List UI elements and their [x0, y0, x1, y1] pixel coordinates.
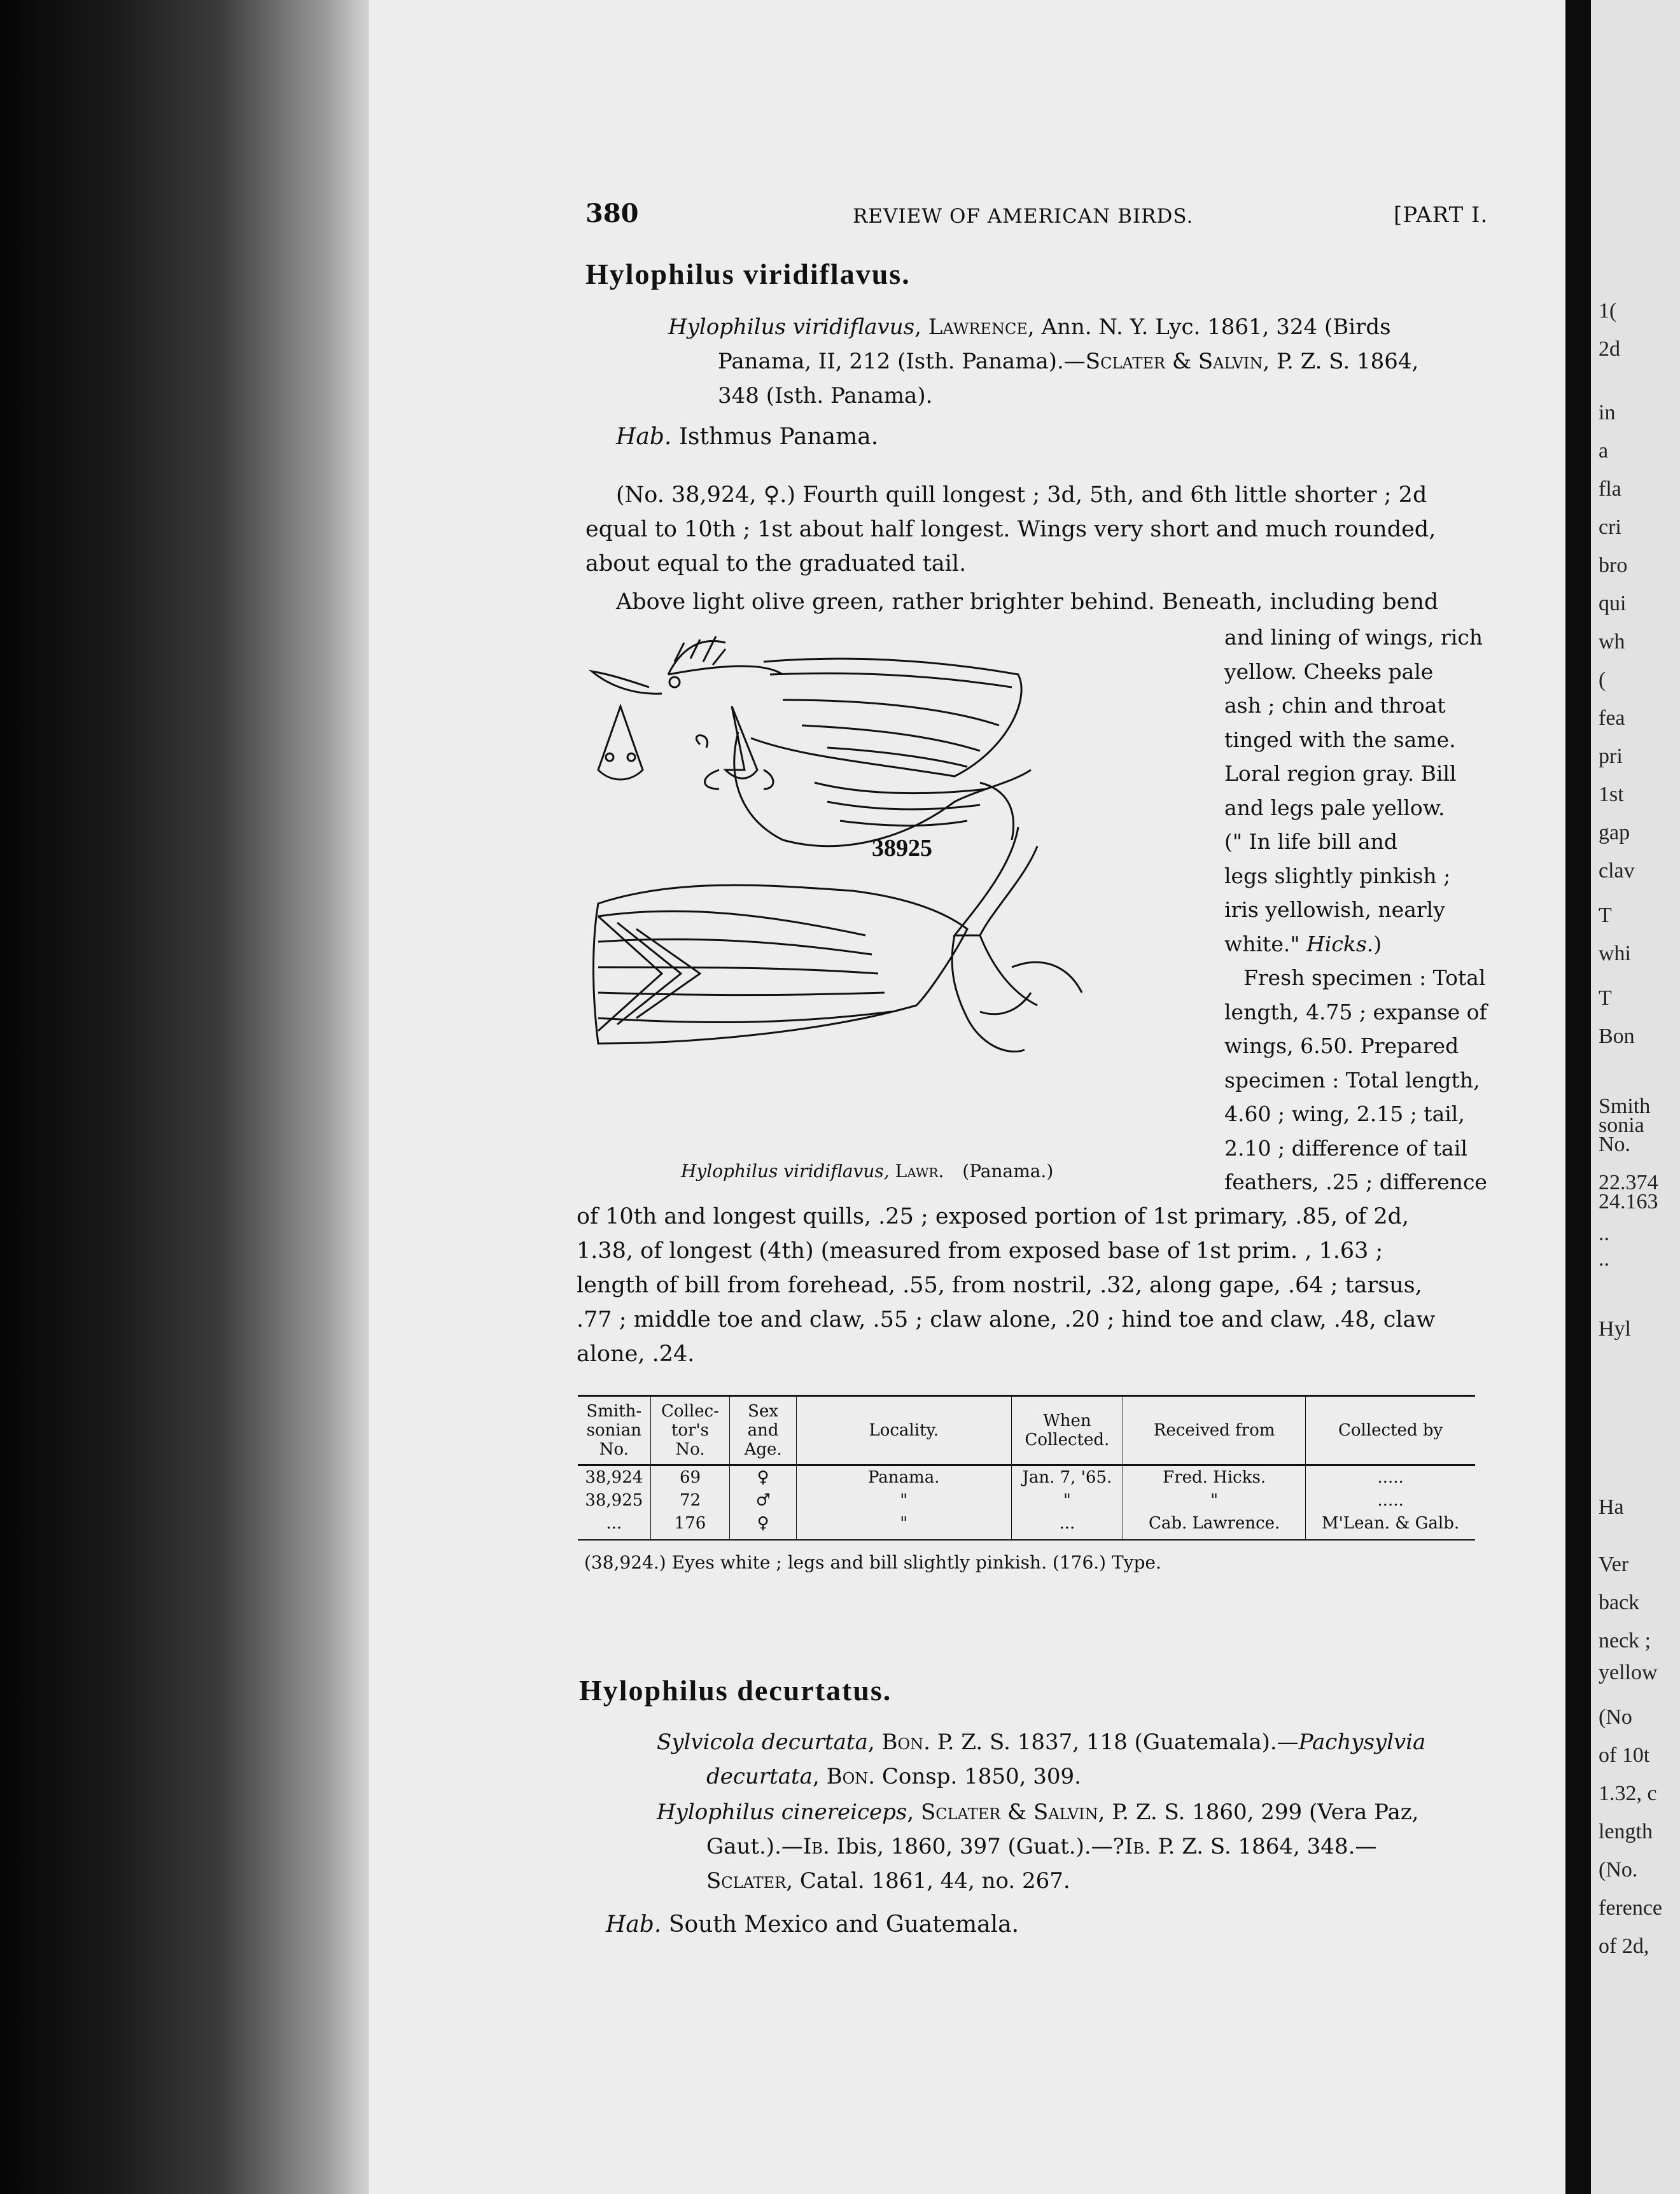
- synonymy-line: [718, 347, 1418, 375]
- description-line: (No. 38,924, ♀.) Fourth quill longest ; 3d, 5th, and 6th little shorter ; 2d: [616, 482, 1427, 508]
- facing-page-text: (No: [1599, 1705, 1632, 1729]
- habitat-text: Isthmus Panama.: [678, 424, 879, 450]
- table-header-cell: When Collected.: [1011, 1396, 1123, 1465]
- table-cell: ...: [578, 1512, 650, 1540]
- facing-page-text: 1st: [1599, 783, 1624, 806]
- facing-page-text: sonia: [1599, 1114, 1644, 1137]
- description-line: and lining of wings, rich: [1224, 625, 1483, 650]
- synonymy-fragment: Sclater & Salvin: [920, 1799, 1098, 1825]
- specimen-number-label: 38925: [872, 835, 932, 862]
- synonymy-fragment: Hylophilus viridiflavus: [668, 314, 915, 340]
- description-line: length, 4.75 ; expanse of: [1224, 999, 1487, 1024]
- species-title: Hylophilus viridiflavus.: [585, 258, 911, 290]
- description-line: Fresh specimen : Total: [1243, 965, 1486, 990]
- synonymy-line: [718, 382, 932, 410]
- facing-page-text: Ver: [1599, 1553, 1629, 1576]
- book-binding-edge: [0, 0, 369, 2194]
- synonymy-fragment: ,: [914, 314, 928, 340]
- figure-caption-author: Lawr.: [895, 1161, 944, 1182]
- facing-page-text: ..: [1599, 1247, 1609, 1271]
- description-line: feathers, .25 ; difference: [1224, 1170, 1487, 1194]
- habitat-line: [616, 424, 878, 450]
- synonymy-fragment: ,: [867, 1729, 882, 1755]
- facing-page-text: 1.32, c: [1599, 1782, 1657, 1805]
- table-header-cell: Smith- sonian No.: [578, 1396, 650, 1465]
- facing-page-text: No.: [1599, 1133, 1631, 1156]
- synonymy-fragment: , Ann. N. Y. Lyc. 1861, 324 (Birds: [1027, 314, 1391, 340]
- synonymy-fragment: P. Z. S. 1864, 348.—: [1151, 1834, 1377, 1859]
- facing-page-text: (No.: [1599, 1858, 1638, 1882]
- figure-caption: [681, 1161, 1053, 1182]
- facing-page-text: in: [1599, 401, 1616, 424]
- description-line: 4.60 ; wing, 2.15 ; tail,: [1224, 1101, 1465, 1126]
- facing-page-text: wh: [1599, 630, 1625, 653]
- specimen-table: [578, 1395, 1475, 1541]
- facing-page-text: neck ;: [1599, 1629, 1651, 1652]
- facing-page-text: length: [1599, 1820, 1653, 1843]
- synonymy-fragment: , Catal. 1861, 44, no. 267.: [786, 1868, 1070, 1894]
- habitat-text-2: South Mexico and Guatemala.: [668, 1911, 1019, 1938]
- facing-page-fragment: [1591, 0, 1680, 2194]
- facing-page-text: T: [1599, 904, 1612, 927]
- table-cell: 69: [650, 1465, 730, 1490]
- table-header-cell: Collec- tor's No.: [650, 1396, 730, 1465]
- book-page: [369, 0, 1565, 2194]
- synonymy-fragment: decurtata: [706, 1764, 813, 1789]
- synonymy-line: [706, 1867, 1070, 1895]
- bird-figure: [573, 636, 1209, 1110]
- synonymy-line: [657, 1798, 1418, 1826]
- measurement-line: .77 ; middle toe and claw, .55 ; claw alone, .20 ; hind toe and claw, .48, claw: [577, 1307, 1436, 1332]
- facing-page-text: ference: [1599, 1896, 1663, 1920]
- figure-caption-name: Hylophilus viridiflavus,: [681, 1161, 890, 1182]
- facing-page-text: fla: [1599, 477, 1621, 501]
- synonymy-fragment: Gaut.).—: [706, 1834, 803, 1859]
- facing-page-text: clav: [1599, 859, 1635, 883]
- table-cell: ": [1123, 1489, 1306, 1512]
- habitat-line-2: [606, 1911, 1019, 1938]
- table-row: [578, 1489, 1475, 1512]
- synonymy-line: [706, 1763, 1081, 1791]
- page-number: 380: [585, 199, 639, 228]
- synonymy-fragment: Bon.: [881, 1729, 930, 1755]
- table-cell: Fred. Hicks.: [1123, 1465, 1306, 1490]
- synonymy-fragment: ,: [812, 1764, 827, 1789]
- facing-page-text: qui: [1599, 592, 1627, 615]
- collector-name: Hicks.: [1306, 931, 1374, 956]
- synonymy-line: [657, 1728, 1425, 1756]
- synonymy-line: [706, 1833, 1376, 1861]
- table-cell: 38,925: [585, 1491, 643, 1510]
- measurement-line: alone, .24.: [577, 1341, 695, 1367]
- synonymy-line: [668, 313, 1391, 341]
- facing-page-text: of 10t: [1599, 1743, 1650, 1767]
- bird-illustration: [573, 636, 1196, 1107]
- table-cell: M'Lean. & Galb.: [1306, 1512, 1475, 1540]
- description-line: about equal to the graduated tail.: [585, 551, 967, 576]
- description-line: and legs pale yellow.: [1224, 795, 1445, 820]
- description-line: [1224, 930, 1382, 958]
- table-cell: ": [1011, 1489, 1123, 1512]
- running-title: REVIEW OF AMERICAN BIRDS.: [853, 205, 1194, 228]
- synonymy-fragment: Sclater: [706, 1868, 787, 1894]
- facing-page-text: Ha: [1599, 1495, 1624, 1519]
- table-body: [578, 1465, 1475, 1541]
- habitat-label: Hab.: [616, 424, 672, 450]
- facing-page-text: pri: [1599, 744, 1623, 768]
- facing-page-text: gap: [1599, 821, 1630, 844]
- table-header-cell: Received from: [1123, 1396, 1306, 1465]
- table-header-row: [578, 1396, 1475, 1465]
- table-cell: .....: [1306, 1465, 1475, 1490]
- quote-fragment: ): [1373, 931, 1382, 956]
- synonymy-fragment: Ibis, 1860, 397 (Guat.).—?: [829, 1834, 1124, 1859]
- synonymy-fragment: , P. Z. S. 1860, 299 (Vera Paz,: [1098, 1799, 1419, 1825]
- synonymy-fragment: Lawrence: [928, 314, 1028, 340]
- description-line: iris yellowish, nearly: [1224, 897, 1445, 922]
- facing-page-text: Hyl: [1599, 1317, 1631, 1341]
- facing-page-text: fea: [1599, 706, 1625, 730]
- synonymy-fragment: Ib.: [1124, 1834, 1151, 1859]
- synonymy-fragment: Bon.: [826, 1764, 876, 1789]
- facing-page-text: 22.374: [1599, 1171, 1658, 1194]
- synonymy-fragment: Consp. 1850, 309.: [875, 1764, 1081, 1789]
- table-cell: Panama.: [796, 1465, 1011, 1490]
- table-cell: 72: [650, 1489, 730, 1512]
- facing-page-text: a: [1599, 439, 1609, 463]
- table-header-cell: Locality.: [796, 1396, 1011, 1465]
- table-header-cell: Collected by: [1306, 1396, 1475, 1465]
- table-header-cell: Sex and Age.: [730, 1396, 796, 1465]
- part-label: [PART I.: [1394, 202, 1488, 228]
- table-cell: .....: [1306, 1489, 1475, 1512]
- synonymy-fragment: Hylophilus cinereiceps: [657, 1799, 907, 1825]
- table-cell: 176: [650, 1512, 730, 1540]
- table-cell: ♀: [730, 1465, 796, 1490]
- facing-page-text: Smith: [1599, 1094, 1651, 1118]
- table-cell: Cab. Lawrence.: [1123, 1512, 1306, 1540]
- synonymy-fragment: P. Z. S. 1837, 118 (Guatemala).—: [930, 1729, 1299, 1755]
- synonymy-fragment: Panama, II, 212 (Isth. Panama).—: [718, 349, 1086, 374]
- table-cell: ": [796, 1489, 1011, 1512]
- table-cell: ♂: [730, 1489, 796, 1512]
- facing-page-text: (: [1599, 668, 1606, 692]
- facing-page-text: 2d: [1599, 337, 1620, 361]
- facing-page-text: back: [1599, 1591, 1640, 1614]
- facing-page-text: cri: [1599, 515, 1621, 539]
- facing-page-text: bro: [1599, 554, 1628, 577]
- description-line: legs slightly pinkish ;: [1224, 863, 1451, 888]
- synonymy-fragment: Pachysylvia: [1298, 1729, 1426, 1755]
- description-line: 2.10 ; difference of tail: [1224, 1135, 1467, 1161]
- synonymy-fragment: Sclater & Salvin: [1085, 349, 1263, 374]
- description-line: Loral region gray. Bill: [1224, 761, 1457, 786]
- table-row: [578, 1465, 1475, 1490]
- facing-page-text: Bon: [1599, 1024, 1635, 1048]
- description-line: (" In life bill and: [1224, 829, 1397, 854]
- synonymy-fragment: Ib.: [802, 1834, 830, 1859]
- quote-fragment: white.": [1224, 931, 1307, 956]
- description-line: specimen : Total length,: [1224, 1067, 1480, 1093]
- table-cell: ...: [1011, 1512, 1123, 1540]
- table-cell: ": [796, 1512, 1011, 1540]
- synonymy-fragment: 348 (Isth. Panama).: [718, 383, 933, 409]
- facing-page-text: ..: [1599, 1222, 1609, 1245]
- species-title-2: Hylophilus decurtatus.: [579, 1674, 892, 1707]
- facing-page-text: of 2d,: [1599, 1934, 1649, 1958]
- table-cell: ♀: [730, 1512, 796, 1540]
- description-line: tinged with the same.: [1224, 727, 1456, 752]
- table-cell: Jan. 7, '65.: [1011, 1465, 1123, 1490]
- measurement-line: length of bill from forehead, .55, from nostril, .32, along gape, .64 ; tarsus,: [577, 1273, 1422, 1298]
- table-cell: 38,924: [585, 1468, 643, 1487]
- facing-page-text: yellow: [1599, 1661, 1658, 1684]
- facing-page-text: whi: [1599, 942, 1631, 965]
- synonymy-fragment: Sylvicola decurtata: [657, 1729, 868, 1755]
- facing-page-text: T: [1599, 986, 1612, 1010]
- synonymy-fragment: ,: [907, 1799, 921, 1825]
- specimen-table-container: [578, 1395, 1469, 1573]
- facing-page-text: 1(: [1599, 299, 1617, 323]
- description-line: yellow. Cheeks pale: [1224, 659, 1434, 684]
- description-line: Above light olive green, rather brighter behind. Beneath, including bend: [616, 589, 1439, 615]
- facing-page-text: 24.163: [1599, 1190, 1658, 1213]
- description-line: ash ; chin and throat: [1224, 693, 1446, 718]
- description-line: wings, 6.50. Prepared: [1224, 1033, 1459, 1058]
- habitat-label-2: Hab.: [606, 1911, 662, 1938]
- table-row: [578, 1512, 1475, 1540]
- measurement-line: of 10th and longest quills, .25 ; exposed portion of 1st primary, .85, of 2d,: [577, 1204, 1410, 1229]
- synonymy-fragment: , P. Z. S. 1864,: [1263, 349, 1419, 374]
- description-line: equal to 10th ; 1st about half longest. Wings very short and much rounded,: [585, 517, 1436, 542]
- figure-caption-place: (Panama.): [962, 1161, 1054, 1182]
- table-note: (38,924.) Eyes white ; legs and bill slightly pinkish. (176.) Type.: [584, 1552, 1161, 1573]
- measurement-line: 1.38, of longest (4th) (measured from exposed base of 1st prim. , 1.63 ;: [577, 1238, 1383, 1264]
